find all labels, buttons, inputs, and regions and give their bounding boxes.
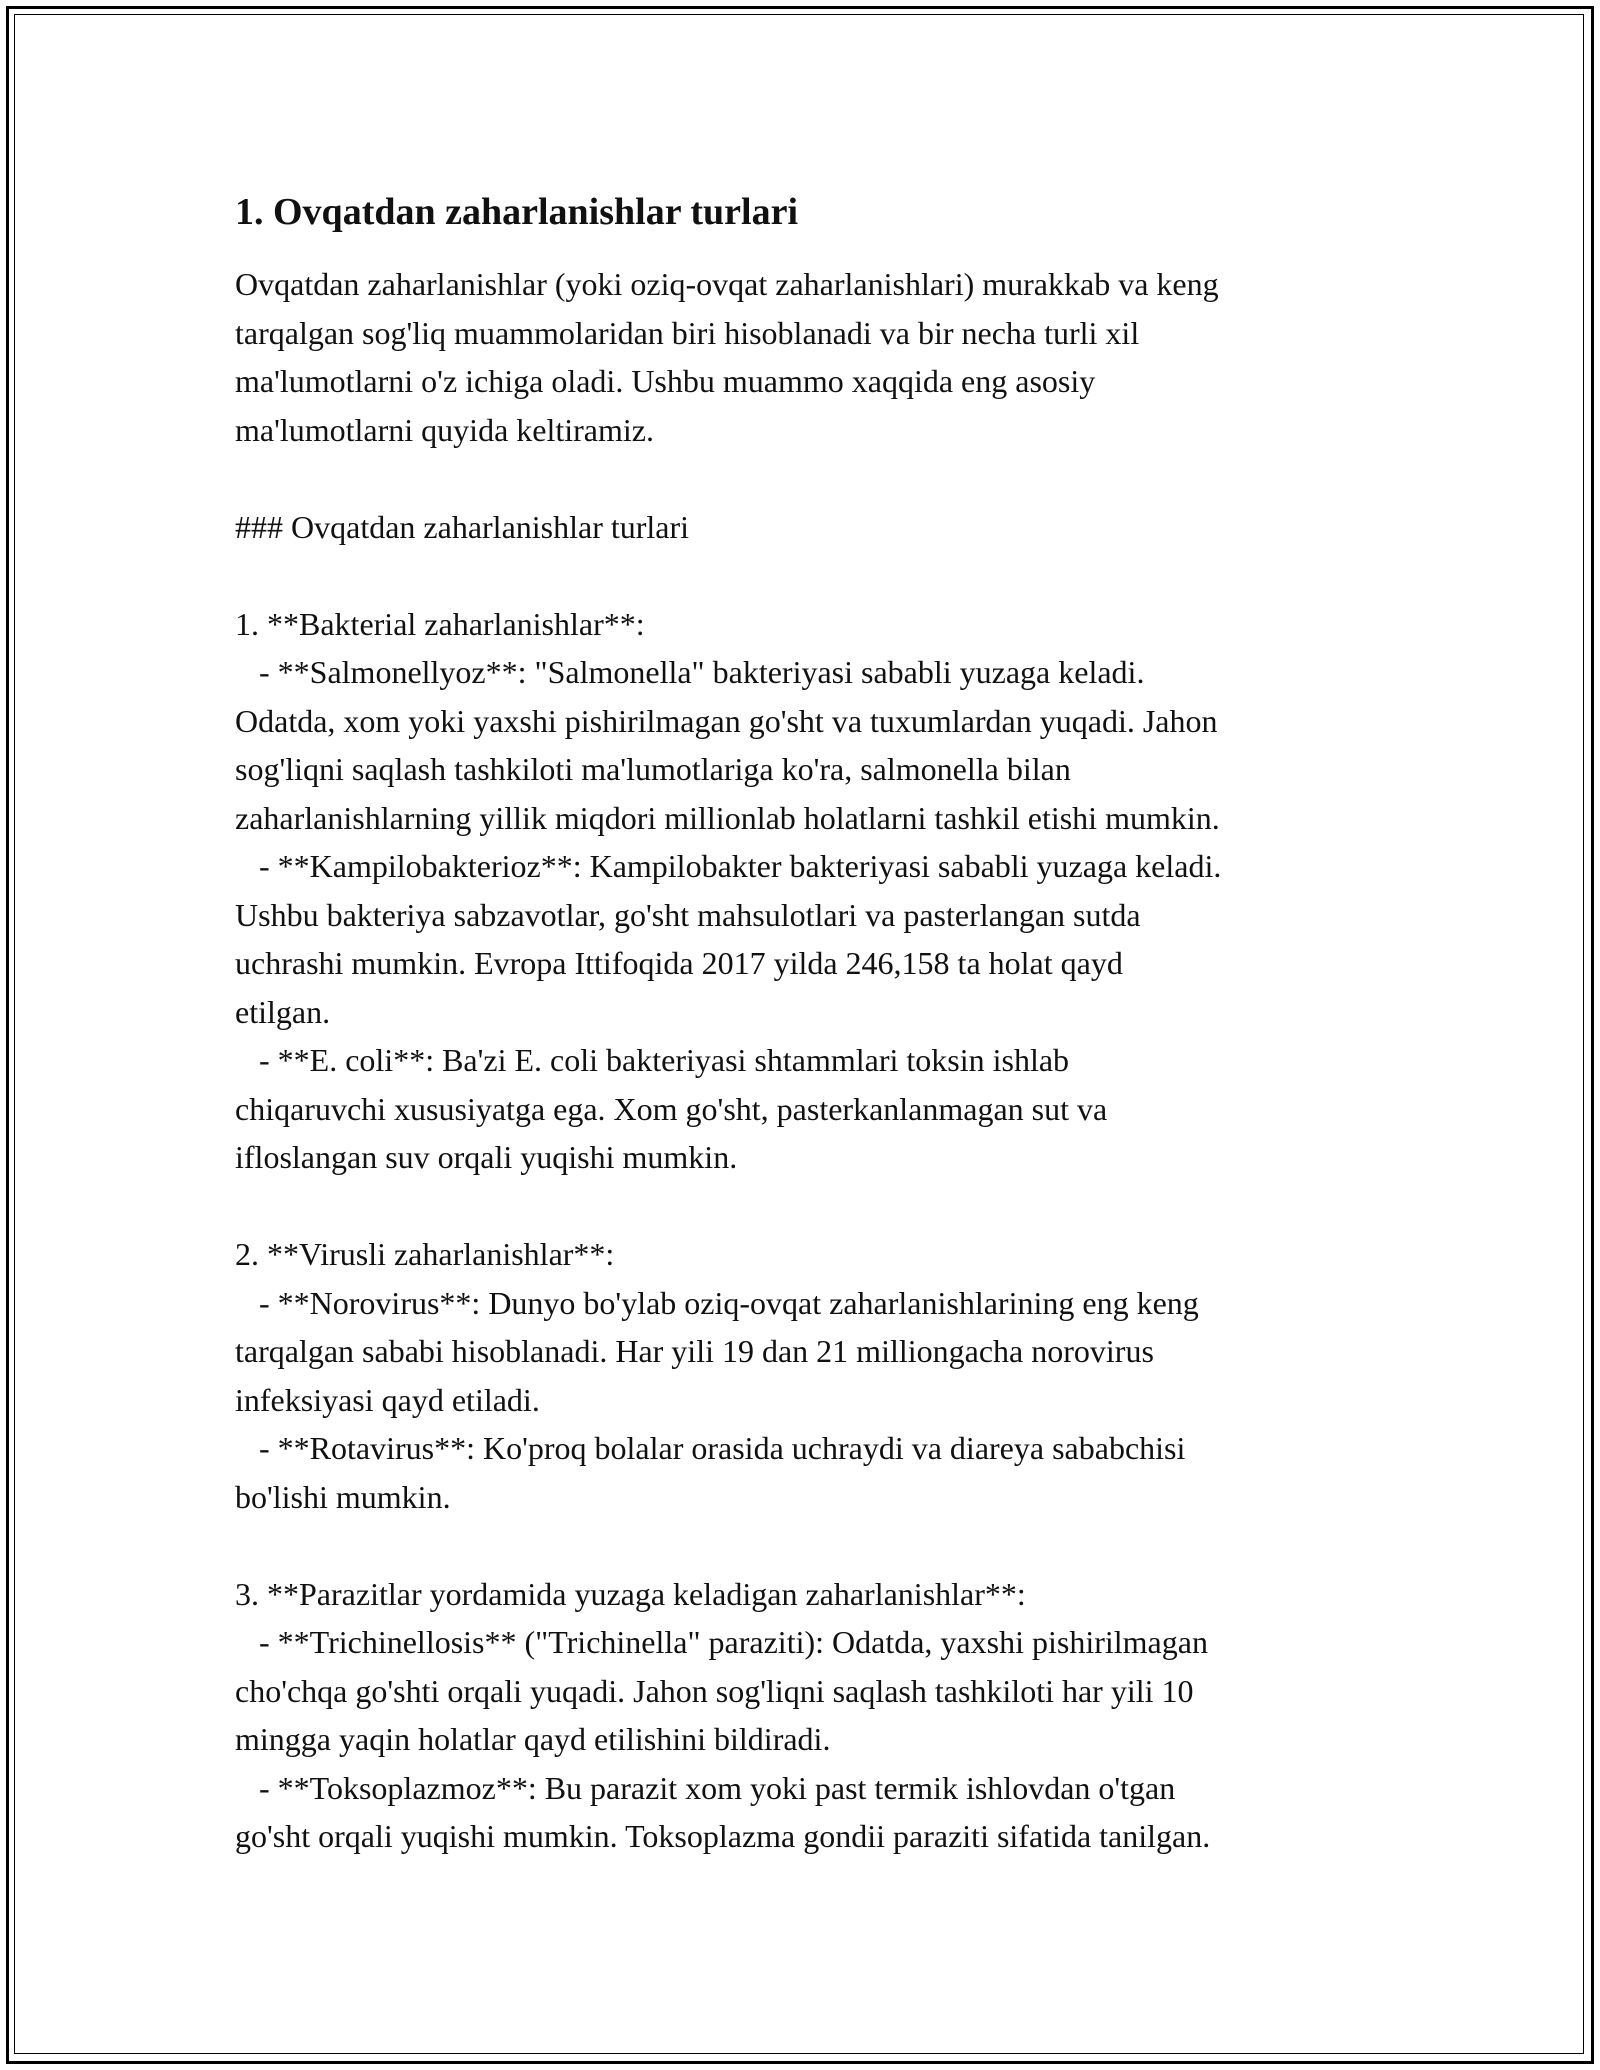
markdown-subheading: ### Ovqatdan zaharlanishlar turlari (235, 508, 690, 545)
list-item: - **Kampilobakterioz**: Kampilobakter bakteriyasi sababli yuzaga keladi. Ushbu bakteriya sabzavotlar, go'sht mahsulotlari va pasterlangan sutda uchrashi mumkin. Evropa Ittifoqida 2017 yilda 246,158 ta holat qayd etilgan. (235, 848, 1222, 1030)
list-item: - **Norovirus**: Dunyo bo'ylab oziq-ovqat zaharlanishlarining eng keng tarqalgan sababi hisoblanadi. Har yili 19 dan 21 milliongacha norovirus infeksiyasi qayd etiladi. (235, 1284, 1199, 1418)
section-parasitic (235, 1570, 1435, 1861)
list-item: - **Toksoplazmoz**: Bu parazit xom yoki past termik ishlovdan o'tgan go'sht orqali yuqishi mumkin. Toksoplazma gondii paraziti sifatida tanilgan. (235, 1769, 1211, 1854)
list-item: - **Rotavirus**: Ko'proq bolalar orasida uchraydi va diareya sababchisi bo'lishi mumkin. (235, 1430, 1186, 1515)
list-item: - **E. coli**: Ba'zi E. coli bakteriyasi shtammlari toksin ishlab chiqaruvchi xususiyatga ega. Xom go'sht, pasterkanlanmagan sut va ifloslangan suv orqali yuqishi mumkin. (235, 1042, 1108, 1175)
paragraph-gap (235, 1182, 1435, 1231)
document-body (235, 180, 1435, 1861)
section-viral (235, 1230, 1435, 1521)
intro-paragraph: Ovqatdan zaharlanishlar (yoki oziq-ovqat zaharlanishlari) murakkab va keng tarqalgan sog'liq muammolaridan biri hisoblanadi va bir necha turli xil ma'lumotlarni o'z ichiga oladi. Ushbu muammo xaqqida eng asosiy ma'lumotlarni quyida keltiramiz. (235, 266, 1219, 448)
paragraph-gap (235, 1521, 1435, 1570)
section-heading: 1. Ovqatdan zaharlanishlar turlari (235, 191, 799, 233)
section-title: 2. **Virusli zaharlanishlar**: (235, 1236, 615, 1272)
list-item: - **Trichinellosis** ("Trichinella" paraziti): Odatda, yaxshi pishirilmagan cho'chqa go'shti orqali yuqadi. Jahon sog'liqni saqlash tashkiloti har yili 10 mingga yaqin holatlar qayd etilishini bildiradi. (235, 1624, 1208, 1757)
section-title: 3. **Parazitlar yordamida yuzaga keladigan zaharlanishlar**: (235, 1575, 1026, 1612)
section-title: 1. **Bakterial zaharlanishlar**: (235, 605, 645, 642)
paragraph-gap (235, 454, 1435, 503)
paragraph-gap (235, 551, 1435, 600)
section-bacterial (235, 600, 1435, 1182)
list-item: - **Salmonellyoz**: "Salmonella" bakteriyasi sababli yuzaga keladi. Odatda, xom yoki yaxshi pishirilmagan go'sht va tuxumlardan yuqadi. Jahon sog'liqni saqlash tashkiloti ma'lumotlariga ko'ra, salmonella bilan zaharlanishlarning yillik miqdori millionlab holatlarni tashkil etishi mumkin. (235, 654, 1220, 836)
